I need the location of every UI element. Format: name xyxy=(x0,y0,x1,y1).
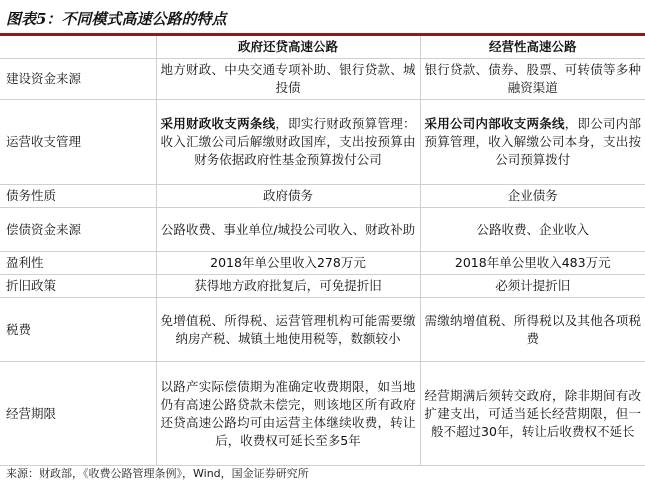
biz-cell: 银行贷款、债券、股票、可转债等多种融资渠道 xyxy=(420,59,645,100)
biz-cell: 需缴纳增值税、所得税以及其他各项税费 xyxy=(420,298,645,362)
row-label: 折旧政策 xyxy=(0,275,156,298)
row-label: 税费 xyxy=(0,298,156,362)
biz-cell: 经营期满后须转交政府，除非期间有改扩建支出，可适当延长经营期限，但一般不超过30年，转让后收费权不延长 xyxy=(420,362,645,466)
biz-bold-text: 采用公司内部收支两条线 xyxy=(424,116,565,131)
table-row xyxy=(0,362,645,466)
gov-cell: 政府债务 xyxy=(156,185,420,208)
row-label: 盈利性 xyxy=(0,252,156,275)
table-row xyxy=(0,208,645,252)
header-cell-empty xyxy=(0,36,156,59)
biz-cell: 企业债务 xyxy=(420,185,645,208)
biz-cell xyxy=(420,100,645,185)
header-cell-biz: 经营性高速公路 xyxy=(420,36,645,59)
gov-cell: 以路产实际偿债期为准确定收费期限，如当地仍有高速公路贷款未偿完，则该地区所有政府还贷高速公路均可由运营主体继续收费，转让后，收费权可延长至多5年 xyxy=(156,362,420,466)
biz-cell: 2018年单公里收入483万元 xyxy=(420,252,645,275)
table-row xyxy=(0,59,645,100)
gov-text: ，即实行财政预算管理：收入汇缴公司后解缴财政国库，支出按预算由财务依据政府性基金预算拨付公司 xyxy=(160,116,416,167)
table-row xyxy=(0,275,645,298)
figure-title: 图表5：不同模式高速公路的特点 xyxy=(6,10,227,28)
gov-cell xyxy=(156,100,420,185)
source-note: 来源：财政部，《收费公路管理条例》，Wind，国金证券研究所 xyxy=(6,467,309,480)
gov-cell: 地方财政、中央交通专项补助、银行贷款、城投债 xyxy=(156,59,420,100)
table-row xyxy=(0,298,645,362)
comparison-table xyxy=(0,36,645,466)
biz-cell: 必须计提折旧 xyxy=(420,275,645,298)
row-label: 经营期限 xyxy=(0,362,156,466)
table-row xyxy=(0,100,645,185)
table-row xyxy=(0,252,645,275)
gov-cell: 公路收费、事业单位/城投公司收入、财政补助 xyxy=(156,208,420,252)
header-cell-gov: 政府还贷高速公路 xyxy=(156,36,420,59)
biz-text: ，即公司内部预算管理，收入解缴公司本身，支出按公司预算拨付 xyxy=(424,116,641,167)
row-label: 运营收支管理 xyxy=(0,100,156,185)
biz-cell: 公路收费、企业收入 xyxy=(420,208,645,252)
gov-cell: 免增值税、所得税、运营管理机构可能需要缴纳房产税、城镇土地使用税等，数额较小 xyxy=(156,298,420,362)
row-label: 建设资金来源 xyxy=(0,59,156,100)
table-row xyxy=(0,185,645,208)
row-label: 债务性质 xyxy=(0,185,156,208)
gov-cell: 2018年单公里收入278万元 xyxy=(156,252,420,275)
row-label: 偿债资金来源 xyxy=(0,208,156,252)
gov-bold-text: 采用财政收支两条线 xyxy=(160,116,276,131)
gov-cell: 获得地方政府批复后，可免提折旧 xyxy=(156,275,420,298)
table-header-row xyxy=(0,36,645,59)
